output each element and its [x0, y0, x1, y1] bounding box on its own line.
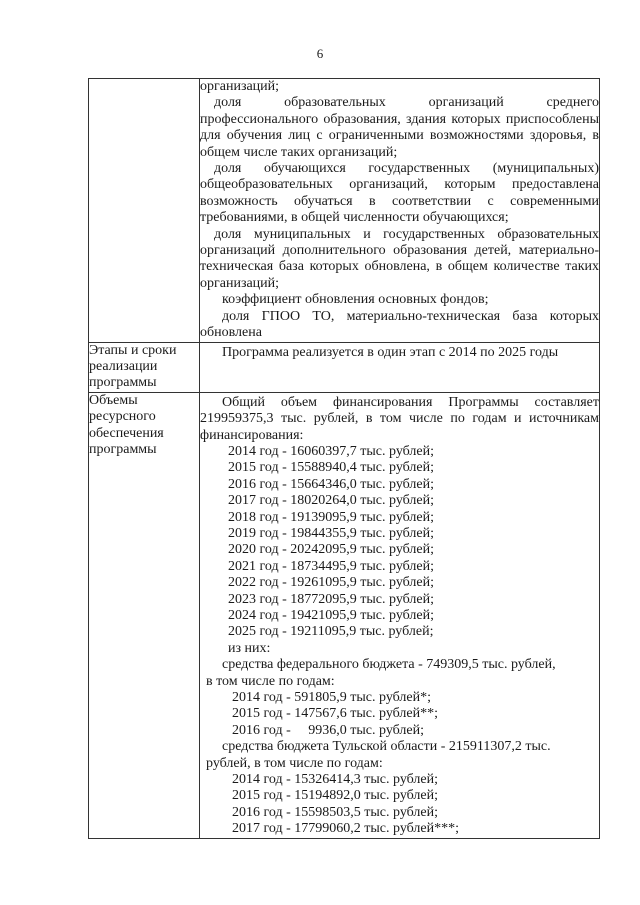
row-label: Объемы ресурсного обеспечения программы [89, 392, 200, 838]
of-them-label: из них: [228, 640, 271, 656]
program-passport-table [88, 78, 600, 839]
indicators-cell [200, 79, 600, 343]
federal-budget-line: средства федерального бюджета - 749309,5 тыс. рублей, [222, 657, 556, 673]
funding-year-line: 2020 год - 20242095,9 тыс. рублей; [228, 542, 435, 558]
page-number: 6 [316, 46, 324, 61]
indicator-text: коэффициент обновления основных фондов; [222, 292, 489, 308]
indicator-text: организаций; [200, 79, 280, 94]
funding-cell [200, 392, 600, 838]
funding-year-line: 2019 год - 19844355,9 тыс. рублей; [228, 525, 435, 541]
federal-budget-line: в том числе по годам: [206, 673, 335, 689]
funding-year-line: 2018 год - 19139095,9 тыс. рублей; [228, 509, 435, 525]
indicator-text: доля муниципальных и государственных образовательных организаций дополнительного образования детей, материально-техническая база которых обновлена, в общем количестве таких организаций; [200, 226, 599, 291]
funding-year-line: 2025 год - 19211095,9 тыс. рублей; [228, 624, 434, 640]
indicator-text: доля ГПОО ТО, материально-техническая база которых обновлена [200, 308, 599, 341]
table-row-stages [89, 342, 600, 392]
funding-year-line: 2015 год - 15588940,4 тыс. рублей; [228, 460, 435, 476]
table-row-indicators [89, 79, 600, 343]
funding-year-line: 2014 год - 16060397,7 тыс. рублей; [228, 443, 435, 459]
funding-intro: Общий объем финансирования Программы составляет 219959375,3 тыс. рублей, в том числе по годам и источникам финансирования: [200, 394, 599, 443]
federal-year-line: 2014 год - 591805,9 тыс. рублей*; [232, 690, 432, 706]
indicator-text: доля образовательных организаций среднего профессионального образования, здания которых приспособлены для обучения лиц с ограниченными возможностями здоровья, в общем числе таких организаций; [200, 95, 599, 160]
stages-cell [200, 342, 600, 392]
funding-year-line: 2017 год - 18020264,0 тыс. рублей; [228, 493, 435, 509]
row-label: Этапы и сроки реализации программы [89, 342, 200, 392]
federal-year-line: 2016 год - 9936,0 тыс. рублей; [232, 722, 425, 738]
funding-year-line: 2016 год - 15664346,0 тыс. рублей; [228, 476, 435, 492]
stages-text: Программа реализуется в один этап с 2014 по 2025 годы [222, 344, 559, 360]
regional-year-line: 2016 год - 15598503,5 тыс. рублей; [232, 804, 439, 820]
regional-budget-line: рублей, в том числе по годам: [206, 755, 383, 771]
federal-year-line: 2015 год - 147567,6 тыс. рублей**; [232, 706, 439, 722]
regional-budget-line: средства бюджета Тульской области - 215911307,2 тыс. [222, 739, 551, 755]
funding-year-line: 2021 год - 18734495,9 тыс. рублей; [228, 558, 435, 574]
funding-year-line: 2024 год - 19421095,9 тыс. рублей; [228, 608, 435, 623]
regional-year-line: 2015 год - 15194892,0 тыс. рублей; [232, 788, 439, 804]
row-label [89, 79, 200, 343]
regional-year-line: 2017 год - 17799060,2 тыс. рублей***; [232, 821, 460, 837]
indicator-text: доля обучающихся государственных (муниципальных) общеобразовательных организаций, которым предоставлена возможность обучаться в соответствии с современными требованиями, в общей численности обучающихся; [200, 161, 599, 226]
table-row-funding [89, 392, 600, 838]
funding-year-line: 2022 год - 19261095,9 тыс. рублей; [228, 575, 435, 591]
funding-year-line: 2023 год - 18772095,9 тыс. рублей; [228, 591, 435, 607]
regional-year-line: 2014 год - 15326414,3 тыс. рублей; [232, 772, 439, 788]
